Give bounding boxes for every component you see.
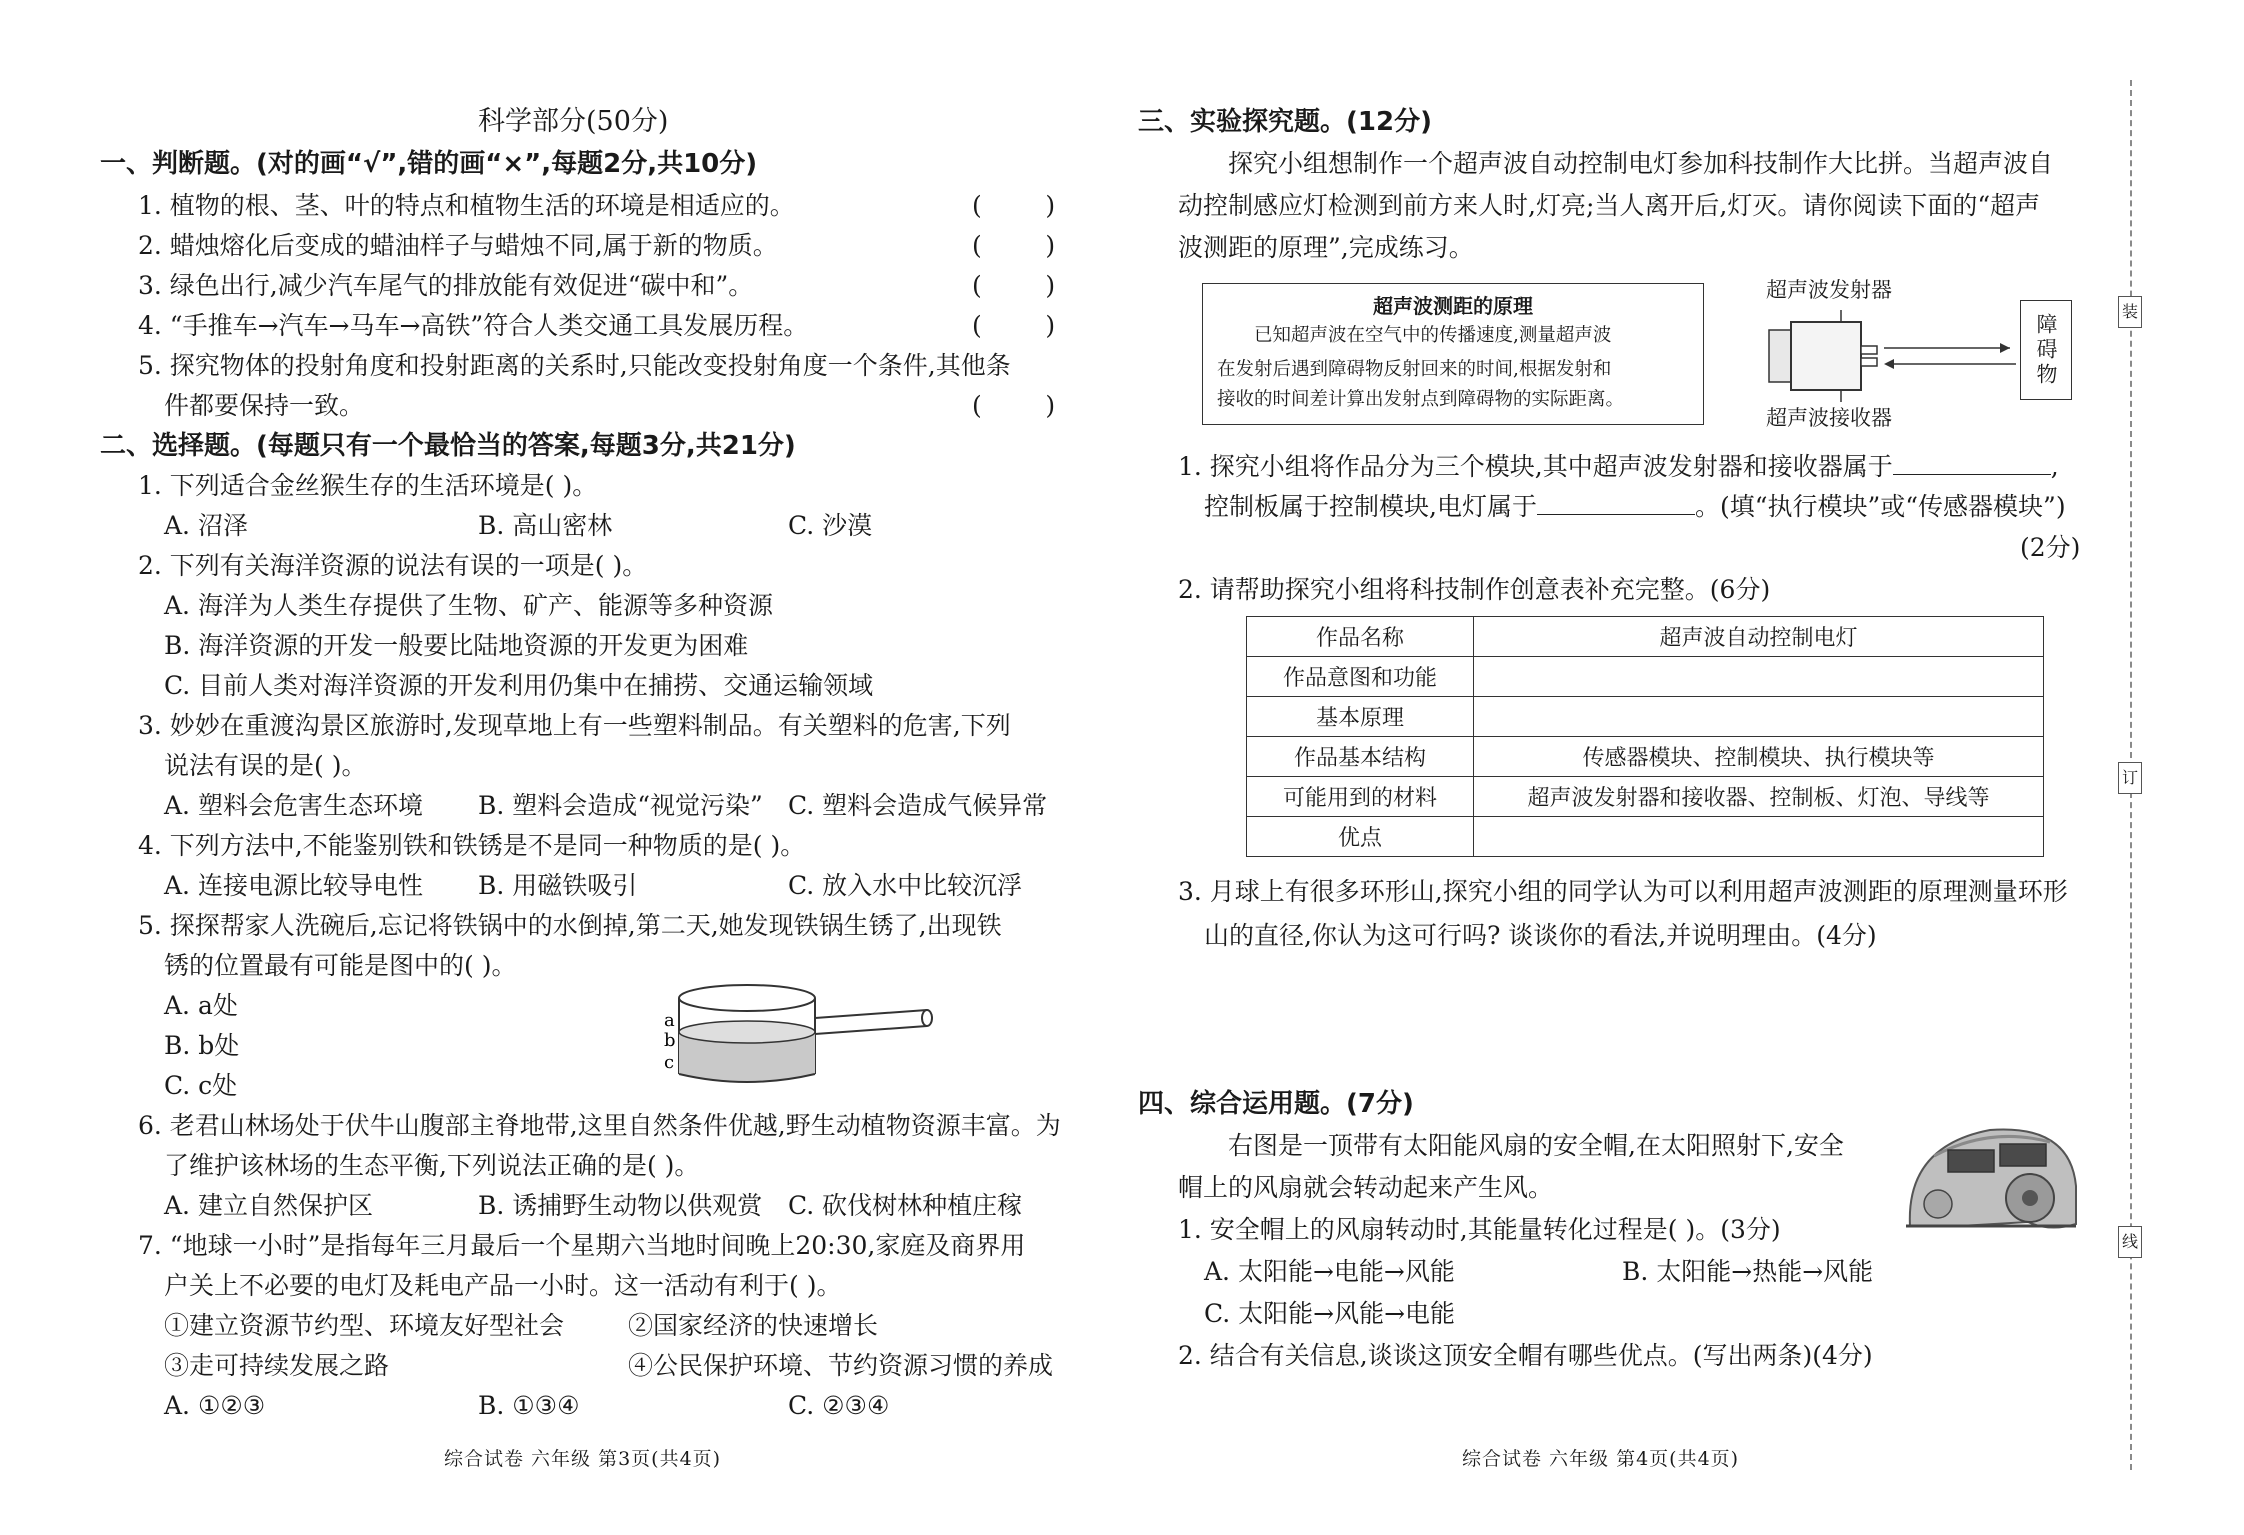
choice-q1-option-c[interactable]: C. 沙漠 bbox=[788, 511, 873, 540]
iron-pot-figure bbox=[664, 978, 954, 1100]
experiment-q3-line1: 3. 月球上有很多环形山,探究小组的同学认为可以利用超声波测距的原理测量环形 bbox=[1178, 877, 2068, 906]
answer-paren[interactable]: ( ) bbox=[972, 311, 1056, 340]
binding-char-ding: 订 bbox=[2118, 762, 2142, 794]
principle-box-line1: 已知超声波在空气中的传播速度,测量超声波 bbox=[1254, 325, 1612, 346]
table-row bbox=[1247, 737, 2044, 777]
application-q1: 1. 安全帽上的风扇转动时,其能量转化过程是( )。(3分) bbox=[1178, 1215, 1781, 1244]
table-cell: 超声波发射器和接收器、控制板、灯泡、导线等 bbox=[1474, 777, 2044, 817]
answer-paren[interactable]: ( ) bbox=[972, 271, 1056, 300]
choice-q7-option-a[interactable]: A. ①②③ bbox=[164, 1391, 266, 1420]
section3-intro-line1: 探究小组想制作一个超声波自动控制电灯参加科技制作大比拼。当超声波自 bbox=[1228, 149, 2054, 178]
section3-heading: 三、实验探究题。(12分) bbox=[1138, 107, 1432, 137]
application-q2: 2. 结合有关信息,谈谈这顶安全帽有哪些优点。(写出两条)(4分) bbox=[1178, 1341, 1873, 1370]
ultrasonic-sensor-diagram bbox=[1766, 310, 2146, 402]
answer-blank-1[interactable] bbox=[1893, 448, 2051, 475]
table-cell: 作品名称 bbox=[1247, 617, 1474, 657]
choice-q6-line1: 6. 老君山林场处于伏牛山腹部主脊地带,这里自然条件优越,野生动植物资源丰富。为 bbox=[138, 1111, 1061, 1140]
section4-heading: 四、综合运用题。(7分) bbox=[1138, 1089, 1414, 1119]
pot-label-b: b bbox=[664, 1030, 676, 1051]
choice-q3-option-b[interactable]: B. 塑料会造成“视觉污染” bbox=[478, 791, 763, 820]
table-row bbox=[1247, 777, 2044, 817]
choice-q3-line1: 3. 妙妙在重渡沟景区旅游时,发现草地上有一些塑料制品。有关塑料的危害,下列 bbox=[138, 711, 1011, 740]
emitter-label: 超声波发射器 bbox=[1766, 278, 1892, 302]
experiment-q1-points: (2分) bbox=[2020, 533, 2081, 562]
principle-box-title: 超声波测距的原理 bbox=[1373, 294, 1533, 318]
choice-q7-statement-4: ④公民保护环境、节约资源习惯的养成 bbox=[628, 1351, 1054, 1380]
table-cell: 超声波自动控制电灯 bbox=[1474, 617, 2044, 657]
choice-q7-statement-1: ①建立资源节约型、环境友好型社会 bbox=[164, 1311, 565, 1340]
table-cell: 可能用到的材料 bbox=[1247, 777, 1474, 817]
left-page-footer: 综合试卷 六年级 第3页(共4页) bbox=[444, 1448, 722, 1470]
judge-q3: 3. 绿色出行,减少汽车尾气的排放能有效促进“碳中和”。 bbox=[138, 271, 754, 300]
experiment-q2: 2. 请帮助探究小组将科技制作创意表补充完整。(6分) bbox=[1178, 575, 1771, 604]
page-title: 科学部分(50分) bbox=[478, 106, 669, 137]
choice-q2-option-a[interactable]: A. 海洋为人类生存提供了生物、矿产、能源等多种资源 bbox=[164, 591, 773, 620]
choice-q5-option-c[interactable]: C. c处 bbox=[164, 1071, 238, 1100]
table-row bbox=[1247, 657, 2044, 697]
choice-q1-option-a[interactable]: A. 沼泽 bbox=[164, 511, 248, 540]
table-row bbox=[1247, 617, 2044, 657]
section2-heading: 二、选择题。(每题只有一个最恰当的答案,每题3分,共21分) bbox=[100, 431, 796, 461]
choice-q5-line1: 5. 探探帮家人洗碗后,忘记将铁锅中的水倒掉,第二天,她发现铁锅生锈了,出现铁 bbox=[138, 911, 1002, 940]
answer-paren[interactable]: ( ) bbox=[972, 191, 1056, 220]
table-cell-answer[interactable] bbox=[1474, 817, 2044, 857]
table-cell: 传感器模块、控制模块、执行模块等 bbox=[1474, 737, 2044, 777]
binding-char-zhuang: 装 bbox=[2118, 296, 2142, 328]
obstacle-box: 障碍物 bbox=[2020, 300, 2072, 400]
judge-q5-line1: 5. 探究物体的投射角度和投射距离的关系时,只能改变投射角度一个条件,其他条 bbox=[138, 351, 1011, 380]
section1-heading: 一、判断题。(对的画“√”,错的画“×”,每题2分,共10分) bbox=[100, 149, 758, 179]
experiment-q1-text2: 控制板属于控制模块,电灯属于 bbox=[1204, 492, 1537, 521]
choice-q5-option-b[interactable]: B. b处 bbox=[164, 1031, 240, 1060]
section4-intro-line1: 右图是一顶带有太阳能风扇的安全帽,在太阳照射下,安全 bbox=[1228, 1131, 1844, 1160]
experiment-q1-line2 bbox=[1204, 488, 2066, 525]
table-row bbox=[1247, 697, 2044, 737]
choice-q6-option-c[interactable]: C. 砍伐树林种植庄稼 bbox=[788, 1191, 1023, 1220]
right-page-footer: 综合试卷 六年级 第4页(共4页) bbox=[1462, 1448, 1740, 1470]
judge-q4: 4. “手推车→汽车→马车→高铁”符合人类交通工具发展历程。 bbox=[138, 311, 809, 340]
table-cell: 基本原理 bbox=[1247, 697, 1474, 737]
principle-box-line2: 在发射后遇到障碍物反射回来的时间,根据发射和 bbox=[1217, 359, 1612, 380]
choice-q7-line1: 7. “地球一小时”是指每年三月最后一个星期六当地时间晚上20:30,家庭及商界用 bbox=[138, 1231, 1026, 1260]
choice-q1: 1. 下列适合金丝猴生存的生活环境是( )。 bbox=[138, 471, 598, 500]
choice-q2-option-c[interactable]: C. 目前人类对海洋资源的开发利用仍集中在捕捞、交通运输领域 bbox=[164, 671, 874, 700]
choice-q7-line2: 户关上不必要的电灯及耗电产品一小时。这一活动有利于( )。 bbox=[164, 1271, 842, 1300]
binding-char-xian: 线 bbox=[2118, 1226, 2142, 1258]
judge-q2: 2. 蜡烛熔化后变成的蜡油样子与蜡烛不同,属于新的物质。 bbox=[138, 231, 778, 260]
application-q1-option-a[interactable]: A. 太阳能→电能→风能 bbox=[1204, 1257, 1455, 1286]
creative-form-table bbox=[1246, 616, 2044, 857]
choice-q6-option-b[interactable]: B. 诱捕野生动物以供观赏 bbox=[478, 1191, 763, 1220]
choice-q3-line2: 说法有误的是( )。 bbox=[164, 751, 367, 780]
choice-q2: 2. 下列有关海洋资源的说法有误的一项是( )。 bbox=[138, 551, 648, 580]
application-q1-option-b[interactable]: B. 太阳能→热能→风能 bbox=[1622, 1257, 1874, 1286]
pot-label-c: c bbox=[664, 1052, 675, 1073]
choice-q6-option-a[interactable]: A. 建立自然保护区 bbox=[164, 1191, 373, 1220]
choice-q4: 4. 下列方法中,不能鉴别铁和铁锈是不是同一种物质的是( )。 bbox=[138, 831, 806, 860]
judge-q1: 1. 植物的根、茎、叶的特点和植物生活的环境是相适应的。 bbox=[138, 191, 795, 220]
pot-label-a: a bbox=[664, 1010, 675, 1031]
table-cell: 优点 bbox=[1247, 817, 1474, 857]
table-cell-answer[interactable] bbox=[1474, 697, 2044, 737]
experiment-q1-text3: 。(填“执行模块”或“传感器模块”) bbox=[1694, 492, 2066, 521]
choice-q7-statement-2: ②国家经济的快速增长 bbox=[628, 1311, 879, 1340]
choice-q1-option-b[interactable]: B. 高山密林 bbox=[478, 511, 613, 540]
section4-intro-line2: 帽上的风扇就会转动起来产生风。 bbox=[1178, 1173, 1554, 1202]
experiment-q3-line2: 山的直径,你认为这可行吗? 谈谈你的看法,并说明理由。(4分) bbox=[1204, 921, 1877, 950]
choice-q2-option-b[interactable]: B. 海洋资源的开发一般要比陆地资源的开发更为困难 bbox=[164, 631, 749, 660]
choice-q7-statement-3: ③走可持续发展之路 bbox=[164, 1351, 390, 1380]
answer-paren[interactable]: ( ) bbox=[972, 231, 1056, 260]
choice-q4-option-c[interactable]: C. 放入水中比较沉浮 bbox=[788, 871, 1023, 900]
table-cell: 作品基本结构 bbox=[1247, 737, 1474, 777]
judge-q5-line2: 件都要保持一致。 bbox=[164, 391, 365, 420]
choice-q5-line2: 锈的位置最有可能是图中的( )。 bbox=[164, 951, 517, 980]
section3-intro-line2: 动控制感应灯检测到前方来人时,灯亮;当人离开后,灯灭。请你阅读下面的“超声 bbox=[1178, 191, 2041, 220]
choice-q6-line2: 了维护该林场的生态平衡,下列说法正确的是( )。 bbox=[164, 1151, 700, 1180]
choice-q4-option-b[interactable]: B. 用磁铁吸引 bbox=[478, 871, 638, 900]
receiver-label: 超声波接收器 bbox=[1766, 406, 1892, 430]
application-q1-option-c[interactable]: C. 太阳能→风能→电能 bbox=[1204, 1299, 1456, 1328]
choice-q7-option-c[interactable]: C. ②③④ bbox=[788, 1391, 890, 1420]
answer-paren[interactable]: ( ) bbox=[972, 391, 1056, 420]
principle-box-line3: 接收的时间差计算出发射点到障碍物的实际距离。 bbox=[1217, 389, 1625, 410]
choice-q7-option-b[interactable]: B. ①③④ bbox=[478, 1391, 580, 1420]
table-row bbox=[1247, 817, 2044, 857]
choice-q4-option-a[interactable]: A. 连接电源比较导电性 bbox=[164, 871, 423, 900]
section3-intro-line3: 波测距的原理”,完成练习。 bbox=[1178, 233, 1474, 262]
experiment-q1-text1: 1. 探究小组将作品分为三个模块,其中超声波发射器和接收器属于 bbox=[1178, 452, 1893, 481]
choice-q5-option-a[interactable]: A. a处 bbox=[164, 991, 238, 1020]
choice-q3-option-c[interactable]: C. 塑料会造成气候异常 bbox=[788, 791, 1048, 820]
principle-box bbox=[1202, 283, 1704, 425]
choice-q3-option-a[interactable]: A. 塑料会危害生态环境 bbox=[164, 791, 423, 820]
table-cell-answer[interactable] bbox=[1474, 657, 2044, 697]
table-cell: 作品意图和功能 bbox=[1247, 657, 1474, 697]
experiment-q1-line1: 1. 探究小组将作品分为三个模块,其中超声波发射器和接收器属于 , bbox=[1178, 448, 2059, 485]
solar-fan-helmet-figure bbox=[1900, 1116, 2082, 1234]
answer-blank-2[interactable] bbox=[1537, 488, 1695, 515]
